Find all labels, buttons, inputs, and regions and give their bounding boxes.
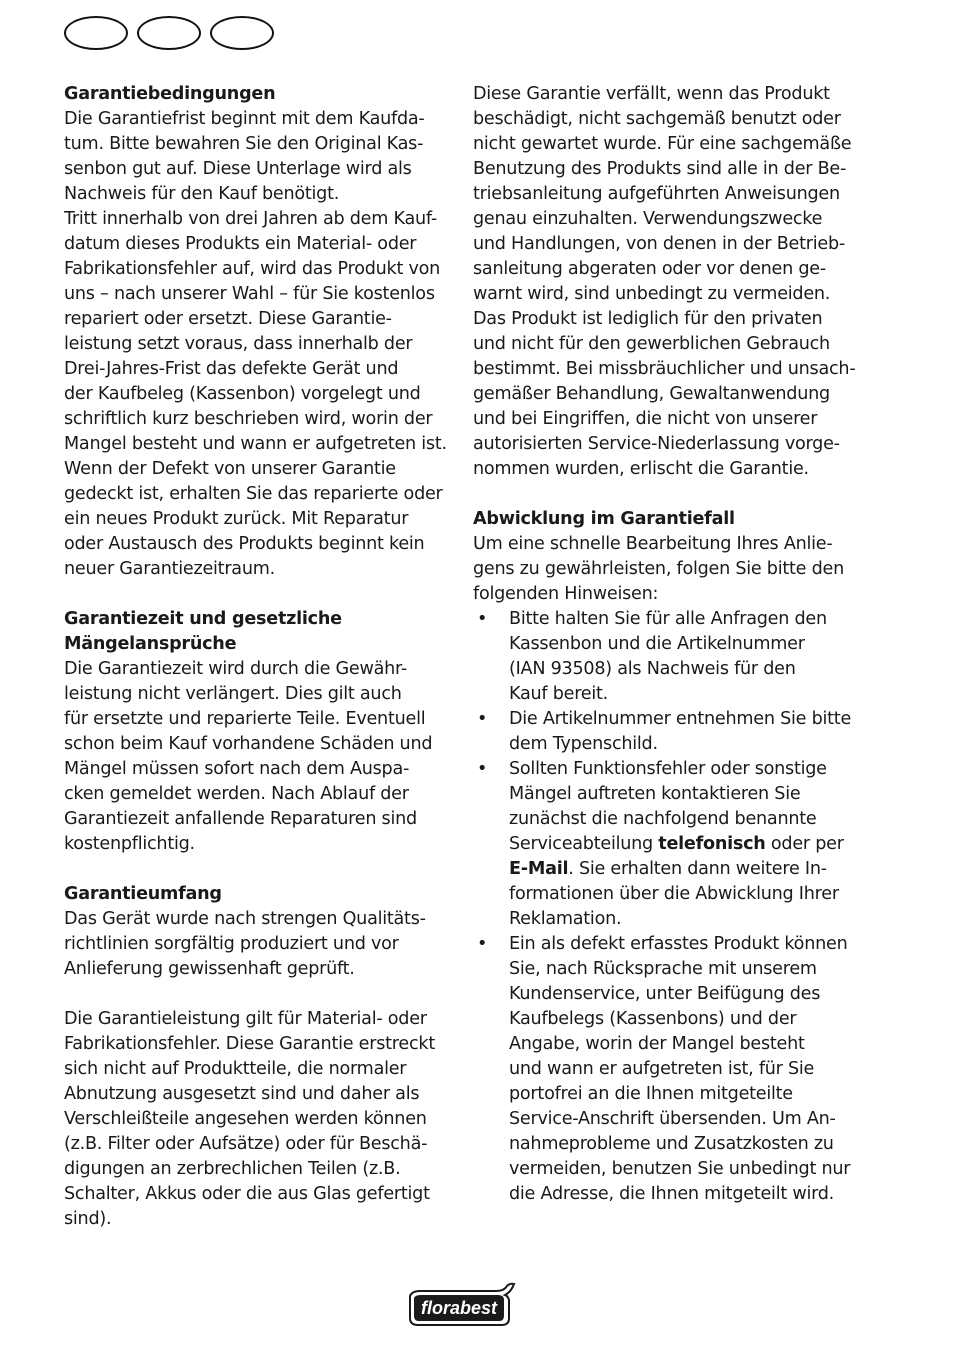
text-line: • Sollten Funktionsfehler oder sonstige bbox=[509, 759, 827, 779]
text-line: oder Austausch des Produkts beginnt kein bbox=[64, 534, 425, 554]
text-line: Abnutzung ausgesetzt sind und daher als bbox=[64, 1084, 420, 1104]
text-line: Benutzung des Produkts sind alle in der Be- bbox=[473, 159, 847, 179]
text-line: Kundenservice, unter Beifügung des bbox=[509, 984, 821, 1004]
garantie-verfaellt-body bbox=[473, 82, 865, 482]
text-line: Die Garantiezeit wird durch die Gewähr- bbox=[64, 659, 407, 679]
text-line: (IAN 93508) als Nachweis für den bbox=[509, 659, 796, 679]
text-line: dem Typenschild. bbox=[509, 734, 658, 754]
text-line: Mängel müssen sofort nach dem Auspa- bbox=[64, 759, 410, 779]
text-line: gedeckt ist, erhalten Sie das reparierte oder bbox=[64, 484, 443, 504]
text-line: und bei Eingriffen, die nicht von unserer bbox=[473, 409, 818, 429]
garantiezeit-body bbox=[64, 657, 456, 857]
text-line: schriftlich kurz beschrieben wird, worin der bbox=[64, 409, 433, 429]
list-item bbox=[473, 607, 865, 707]
text-line: (z.B. Filter oder Aufsätze) oder für Beschä- bbox=[64, 1134, 428, 1154]
text-line: für ersetzte und reparierte Teile. Eventuell bbox=[64, 709, 426, 729]
language-oval-2 bbox=[137, 16, 201, 50]
text-line: tum. Bitte bewahren Sie den Original Kas- bbox=[64, 134, 424, 154]
language-oval-1 bbox=[64, 16, 128, 50]
text-line: Schalter, Akkus oder die aus Glas gefertigt bbox=[64, 1184, 430, 1204]
bold-email: E-Mail bbox=[509, 859, 569, 879]
text-line: die Adresse, die Ihnen mitgeteilt wird. bbox=[509, 1184, 835, 1204]
language-oval-3 bbox=[210, 16, 274, 50]
bold-telefonisch: telefonisch bbox=[658, 834, 766, 854]
heading-garantiezeit-1: Garantiezeit und gesetzliche bbox=[64, 609, 342, 629]
text-line: gemäßer Behandlung, Gewaltanwendung bbox=[473, 384, 830, 404]
text-line: Service-Anschrift übersenden. Um An- bbox=[509, 1109, 836, 1129]
text-line: ein neues Produkt zurück. Mit Reparatur bbox=[64, 509, 409, 529]
text-line: nommen wurden, erlischt die Garantie. bbox=[473, 459, 809, 479]
text-line: • Die Artikelnummer entnehmen Sie bitte bbox=[509, 709, 852, 729]
text-line: nahmeprobleme und Zusatzkosten zu bbox=[509, 1134, 834, 1154]
text-line: Diese Garantie verfällt, wenn das Produkt bbox=[473, 84, 830, 104]
text-line: • Bitte halten Sie für alle Anfragen den bbox=[509, 609, 827, 629]
text-line: und Handlungen, von denen in der Betrieb- bbox=[473, 234, 845, 254]
text-line: Verschleißteile angesehen werden können bbox=[64, 1109, 427, 1129]
text-line: Fabrikationsfehler. Diese Garantie erstreckt bbox=[64, 1034, 435, 1054]
text-line: digungen an zerbrechlichen Teilen (z.B. bbox=[64, 1159, 401, 1179]
text-line: Das Gerät wurde nach strengen Qualitäts- bbox=[64, 909, 426, 929]
text-line: Sie, nach Rücksprache mit unserem bbox=[509, 959, 817, 979]
heading-garantieumfang: Garantieumfang bbox=[64, 884, 222, 904]
text-line: Anlieferung gewissenhaft geprüft. bbox=[64, 959, 355, 979]
text-line: folgenden Hinweisen: bbox=[473, 584, 659, 604]
text-line: genau einzuhalten. Verwendungszwecke bbox=[473, 209, 823, 229]
left-column bbox=[64, 82, 456, 1232]
text-line: Reklamation. bbox=[509, 909, 622, 929]
text-line: Die Garantieleistung gilt für Material- oder bbox=[64, 1009, 427, 1029]
text-fragment: oder per bbox=[765, 834, 844, 854]
text-line: sich nicht auf Produktteile, die normaler bbox=[64, 1059, 407, 1079]
text-line: Mängel auftreten kontaktieren Sie bbox=[509, 784, 801, 804]
text-line: warnt wird, sind unbedingt zu vermeiden. bbox=[473, 284, 831, 304]
text-fragment: Serviceabteilung bbox=[509, 834, 659, 854]
garantieumfang-body bbox=[64, 907, 456, 982]
text-line: • Ein als defekt erfasstes Produkt können bbox=[509, 934, 848, 954]
text-line: Tritt innerhalb von drei Jahren ab dem Kauf- bbox=[64, 209, 437, 229]
list-item bbox=[473, 707, 865, 757]
text-line: und nicht für den gewerblichen Gebrauch bbox=[473, 334, 830, 354]
text-line: zunächst die nachfolgend benannte bbox=[509, 809, 817, 829]
text-line: neuer Garantiezeitraum. bbox=[64, 559, 275, 579]
text-line: formationen über die Abwicklung Ihrer bbox=[509, 884, 839, 904]
florabest-logo bbox=[404, 1282, 516, 1328]
text-line: leistung setzt voraus, dass innerhalb der bbox=[64, 334, 413, 354]
logo-text: florabest bbox=[420, 1298, 498, 1318]
text-line: Nachweis für den Kauf benötigt. bbox=[64, 184, 340, 204]
text-line: Kaufbelegs (Kassenbons) und der bbox=[509, 1009, 797, 1029]
garantiebedingungen-body bbox=[64, 107, 456, 582]
text-line: autorisierten Service-Niederlassung vorge- bbox=[473, 434, 840, 454]
text-line: bestimmt. Bei missbräuchlicher und unsach- bbox=[473, 359, 856, 379]
text-line: triebsanleitung aufgeführten Anweisungen bbox=[473, 184, 840, 204]
text-line bbox=[509, 857, 865, 882]
heading-abwicklung: Abwicklung im Garantiefall bbox=[473, 509, 735, 529]
heading-garantiebedingungen: Garantiebedingungen bbox=[64, 84, 276, 104]
text-line: datum dieses Produkts ein Material- oder bbox=[64, 234, 417, 254]
text-fragment: . Sie erhalten dann weitere In- bbox=[568, 859, 827, 879]
text-line: Mangel besteht und wann er aufgetreten ist. bbox=[64, 434, 447, 454]
text-line: der Kaufbeleg (Kassenbon) vorgelegt und bbox=[64, 384, 421, 404]
language-ovals bbox=[64, 16, 276, 52]
text-line: portofrei an die Ihnen mitgeteilte bbox=[509, 1084, 793, 1104]
text-line: Fabrikationsfehler auf, wird das Produkt von bbox=[64, 259, 441, 279]
text-line: Wenn der Defekt von unserer Garantie bbox=[64, 459, 396, 479]
text-line: kostenpflichtig. bbox=[64, 834, 195, 854]
text-line: schon beim Kauf vorhandene Schäden und bbox=[64, 734, 433, 754]
text-line: Kauf bereit. bbox=[509, 684, 608, 704]
text-line: senbon gut auf. Diese Unterlage wird als bbox=[64, 159, 412, 179]
text-line: Garantiezeit anfallende Reparaturen sind bbox=[64, 809, 417, 829]
garantieleistung-body bbox=[64, 1007, 456, 1232]
text-line: uns – nach unserer Wahl – für Sie kostenlos bbox=[64, 284, 435, 304]
list-item bbox=[473, 932, 865, 1207]
heading-garantiezeit-2: Mängelansprüche bbox=[64, 634, 237, 654]
text-line: nicht gewartet wurde. Für eine sachgemäße bbox=[473, 134, 852, 154]
text-line: Das Produkt ist lediglich für den privaten bbox=[473, 309, 823, 329]
text-line bbox=[509, 832, 865, 857]
text-line: richtlinien sorgfältig produziert und vor bbox=[64, 934, 399, 954]
abwicklung-intro bbox=[473, 532, 865, 607]
text-line: Um eine schnelle Bearbeitung Ihres Anlie- bbox=[473, 534, 833, 554]
text-line: Angabe, worin der Mangel besteht bbox=[509, 1034, 805, 1054]
text-line: und wann er aufgetreten ist, für Sie bbox=[509, 1059, 815, 1079]
list-item bbox=[473, 757, 865, 932]
text-line: gens zu gewährleisten, folgen Sie bitte den bbox=[473, 559, 844, 579]
text-line: Die Garantiefrist beginnt mit dem Kaufda- bbox=[64, 109, 425, 129]
text-line: vermeiden, benutzen Sie unbedingt nur bbox=[509, 1159, 851, 1179]
text-line: leistung nicht verlängert. Dies gilt auch bbox=[64, 684, 402, 704]
text-line: Kassenbon und die Artikelnummer bbox=[509, 634, 805, 654]
text-line: sanleitung abgeraten oder vor denen ge- bbox=[473, 259, 826, 279]
text-line: sind). bbox=[64, 1209, 112, 1229]
hinweise-list bbox=[473, 607, 865, 1207]
text-line: Drei-Jahres-Frist das defekte Gerät und bbox=[64, 359, 399, 379]
text-line: cken gemeldet werden. Nach Ablauf der bbox=[64, 784, 409, 804]
text-line: beschädigt, nicht sachgemäß benutzt oder bbox=[473, 109, 841, 129]
text-line: repariert oder ersetzt. Diese Garantie- bbox=[64, 309, 392, 329]
right-column bbox=[473, 82, 865, 1207]
